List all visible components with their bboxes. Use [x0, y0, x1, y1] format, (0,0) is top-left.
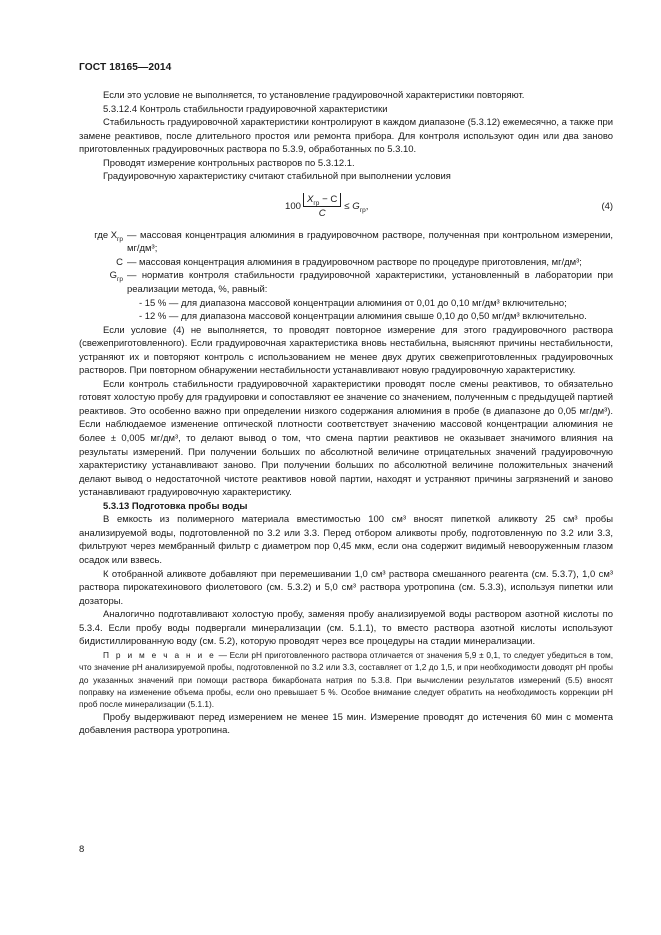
section-heading-5-3-13: 5.3.13 Подготовка пробы воды — [103, 500, 248, 512]
section-heading-5-3-12-4: 5.3.12.4 Контроль стабильности градуировочной характеристики — [103, 103, 388, 115]
definition-g-body — [127, 269, 613, 323]
paragraph-6: Если условие (4) не выполняется, то проводят повторное измерение для этого градуировочного раствора (свежеприготовленного). Если градуировочная характеристика вновь нестабильна, выясняют причины нестабильности, устраняют их и повторяют контроль с использованием не менее двух других свежеприготовленных градуировочных растворов. При повторном обнаружении нестабильности устанавливают новую градуировочную характеристику. — [79, 324, 613, 377]
page-number: 8 — [79, 844, 85, 855]
definition-g — [79, 269, 613, 323]
formula-4 — [79, 187, 613, 227]
definition-x — [79, 229, 613, 256]
formula-definitions — [79, 229, 613, 324]
formula-numerator: $X_{гр} - C$ — [303, 193, 341, 206]
paragraph-1: Если это условие не выполняется, то установление градуировочной характеристики повторяют. — [103, 90, 525, 101]
formula-denominator: C — [318, 208, 326, 220]
note — [79, 649, 613, 711]
formula-relation: ≤ $G_{гр}$, — [344, 201, 369, 214]
paragraph-7: Если контроль стабильности градуировочной характеристики проводят после смены реактивов, то обязательно готовят холостую пробу для градуировки и сопоставляют ее значение со значением, полученным с предыдущей партией реактивов. Это особенно важно при определении низкого содержания алюминия в пробе (в диапазоне до 0,05 мг/дм³). Если наблюдаемое изменение оптической плотности соответствует значению массовой концентрации алюминия не более ± 0,005 мг/дм³, то делают вывод о том, что смена партии реактивов не оказывает значимого влияния на результаты измерений. При получении больших по абсолютной величине отрицательных значений градуировочную характеристику устанавливают заново. При получении больших по абсолютной величине положительных значений делают вывод о недостаточной чистоте реактивов новой партии, находят и устраняют причины загрязнений и заново устанавливают градуировочную характеристику. — [79, 378, 613, 499]
paragraph-11: Аналогично подготавливают холостую пробу, заменяя пробу анализируемой воды раствором азотной кислоты по 5.3.4. Если пробу воды подвергали минерализации (см. 5.1.1), то вместо раствора азотной кислоты используют бидистиллированную воду (см. 5.2), которую проводят через все процедуры на стадии минерализации. — [79, 609, 613, 648]
paragraph-12: Пробу выдерживают перед измерением не менее 15 мин. Измерение проводят до истечения 60 мин с момента добавления раствора уротропина. — [79, 711, 613, 737]
definition-c-text: — массовая концентрация алюминия в градуировочном растворе по процедуре приготовления, мг/дм³; — [127, 256, 582, 268]
paragraph-3: Стабильность градуировочной характеристики контролируют в каждом диапазоне (5.3.12) ежемесячно, а также при замене реактивов, после длительного простоя или ремонта прибора. Для контроля используют один или два заново приготовленных градуировочных раствора по 5.3.9, обработанных по 5.3.10. — [79, 117, 613, 156]
formula-number: (4) — [601, 200, 613, 212]
formula-prefix: 100 — [285, 201, 302, 213]
definition-g-key: $G_{гр}$ — [109, 270, 123, 284]
standard-header: ГОСТ 18165—2014 — [79, 62, 172, 73]
definition-c — [79, 256, 613, 270]
note-label: П р и м е ч а н и е — [103, 649, 216, 660]
definition-x-key: где $X_{гр}$ — [94, 229, 123, 243]
definition-g-item-2: - 12 % — для диапазона массовой концентрации алюминия свыше 0,10 до 0,50 мг/дм³ включительно. — [139, 311, 587, 323]
paragraph-10: К отобранной аликвоте добавляют при перемешивании 1,0 см³ раствора смешанного реагента (см. 5.3.7), 1,0 см³ раствора пирокатехинового фиолетового (см. 5.3.2) и 5,0 см³ раствора уротропина (см. 5.3.3), используя пипетки или дозаторы. — [79, 568, 613, 607]
definition-c-key: C — [116, 256, 123, 268]
definition-g-text: — норматив контроля стабильности градуировочной характеристики, установленный в лаборатории при реализации метода, %, равный: — [127, 270, 613, 296]
document-body — [79, 89, 613, 738]
definition-g-item-1: - 15 % — для диапазона массовой концентрации алюминия от 0,01 до 0,10 мг/дм³ включительно; — [139, 297, 567, 309]
definition-x-text: — массовая концентрация алюминия в градуировочном растворе, полученная при контрольном измерении, мг/дм³; — [127, 229, 613, 255]
note-text: — Если pH приготовленного раствора отличается от значения 5,9 ± 0,1, то следует убедиться в том, что значение pH анализируемой пробы, подготовленной по 3.2 или 3.3, составляет от 1,2 до 1,5, и при необходимости доводят pH пробы до указанных значений при помощи раствора бикарбоната натрия по 5.3.8. При вычислении результатов измерений (5.5) вносят поправку на изменение объема пробы, если оно превышает 5 %. Особое внимание следует обратить на необходимость коррекции pH проб после минерализации (5.1.1). — [79, 649, 614, 710]
formula-expression — [285, 187, 368, 227]
paragraph-9: В емкость из полимерного материала вместимостью 100 см³ вносят пипеткой аликвоту 25 см³ пробы анализируемой воды, подготовленной по 3.2 или 3.3. Перед отбором аликвоты пробу, подготовленную по 3.2 или 3.3, фильтруют через мембранный фильтр с диаметром пор 0,45 мкм, если она содержит видимый невооруженным глазом осадок или взвесь. — [79, 514, 613, 566]
paragraph-4: Проводят измерение контрольных растворов по 5.3.12.1. — [103, 157, 355, 169]
formula-fraction — [303, 193, 341, 220]
paragraph-5: Градуировочную характеристику считают стабильной при выполнении условия — [103, 171, 451, 183]
